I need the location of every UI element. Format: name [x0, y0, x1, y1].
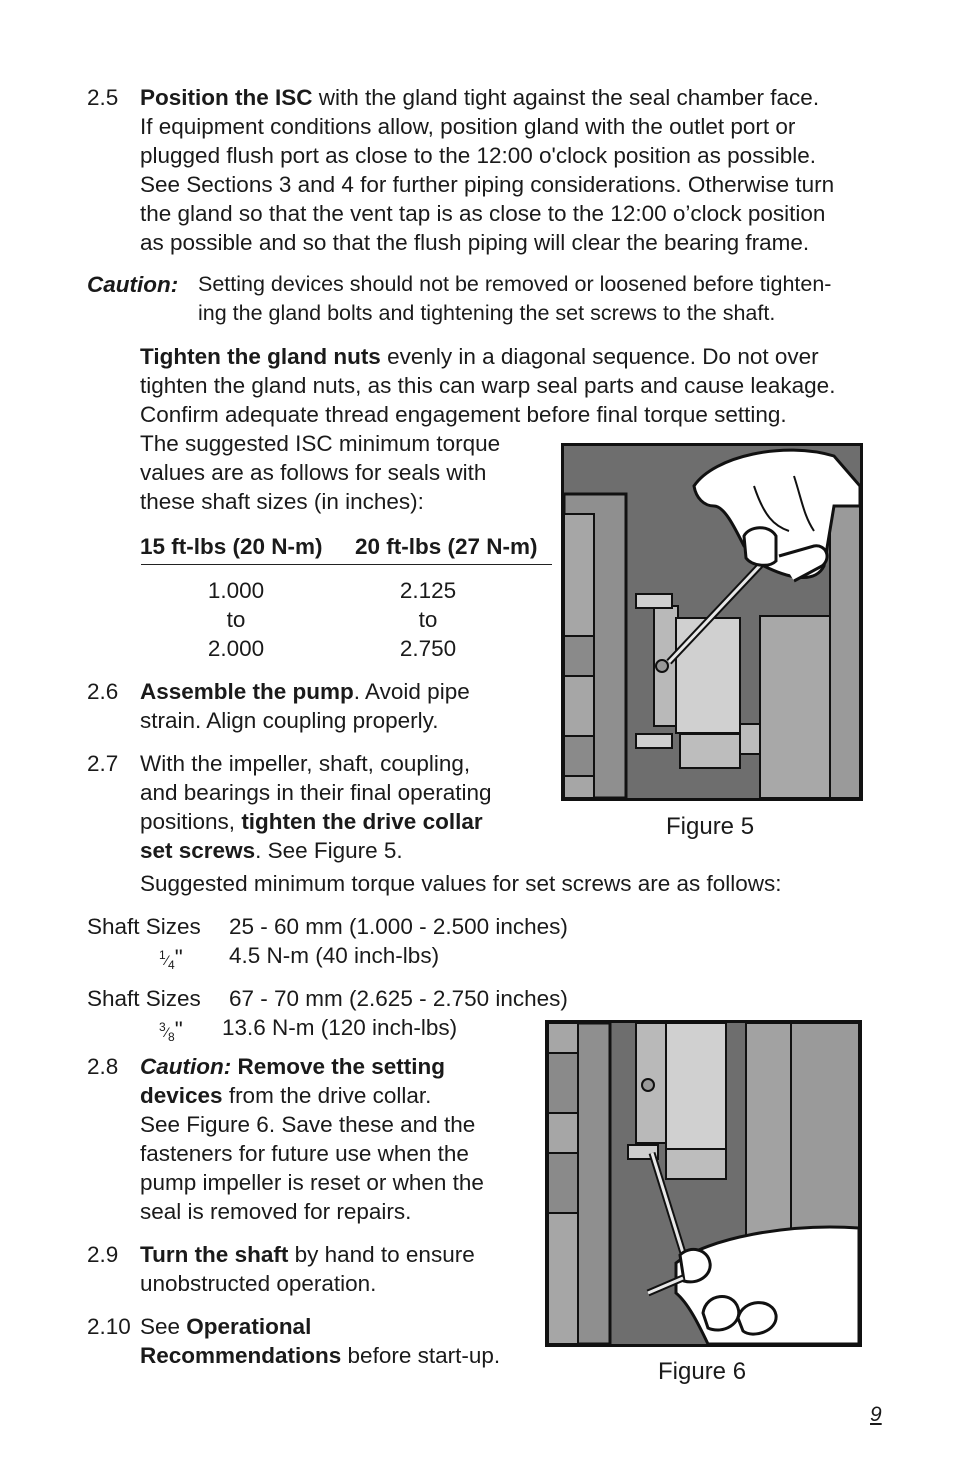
figure-6-caption: Figure 6: [658, 1358, 747, 1385]
fraction: $^1⁄_4$": [159, 945, 183, 972]
section-number: 2.10: [87, 1314, 131, 1339]
table-header: 15 ft-lbs (20 N-m): [140, 534, 323, 559]
figure-6-illustration: [545, 1020, 862, 1347]
hex-key-tightening-illustration: [564, 446, 860, 798]
page-number: 9: [870, 1403, 882, 1426]
figure-5-illustration: [561, 443, 863, 801]
section-number: 2.8: [87, 1054, 119, 1079]
table-header: 20 ft-lbs (27 N-m): [355, 534, 538, 559]
fraction: $^3⁄_8$": [159, 1017, 183, 1044]
section-2-5-text: Position the ISC with the gland tight against the seal chamber face. If equipment conditions allow, position gland with the outlet port or plugged flush port as close to the 12:00 o'clock position as possible. See Sections 3 and 4 for further piping considerations. Otherwise turn the gland so that the vent tap is as close to the 12:00 o’clock position as possible and so that the flush piping will clear the bearing frame.: [140, 85, 835, 255]
table-column: 2.125 to 2.750: [399, 578, 457, 661]
section-number: 2.5: [87, 85, 119, 110]
section-number: 2.7: [87, 751, 119, 776]
gland-nuts-paragraph: Tighten the gland nuts evenly in a diagonal sequence. Do not over tighten the gland nuts, as this can warp seal parts and cause leakage. Confirm adequate thread engagement before final torque setting. The suggested ISC minimum torque values are as follows for seals with these shaft sizes (in inches):: [140, 344, 836, 514]
hex-key-removal-illustration: [548, 1023, 859, 1344]
section-number: 2.9: [87, 1242, 119, 1267]
section-number: 2.6: [87, 679, 119, 704]
caution-label: Caution:: [87, 272, 179, 297]
figure-5-caption: Figure 5: [666, 813, 755, 840]
table-rule: [141, 564, 552, 565]
table-column: 1.000 to 2.000: [207, 578, 265, 661]
caution-text: Setting devices should not be removed or loosened before tighten- ing the gland bolts and tightening the set screws to the shaft.: [198, 272, 832, 325]
